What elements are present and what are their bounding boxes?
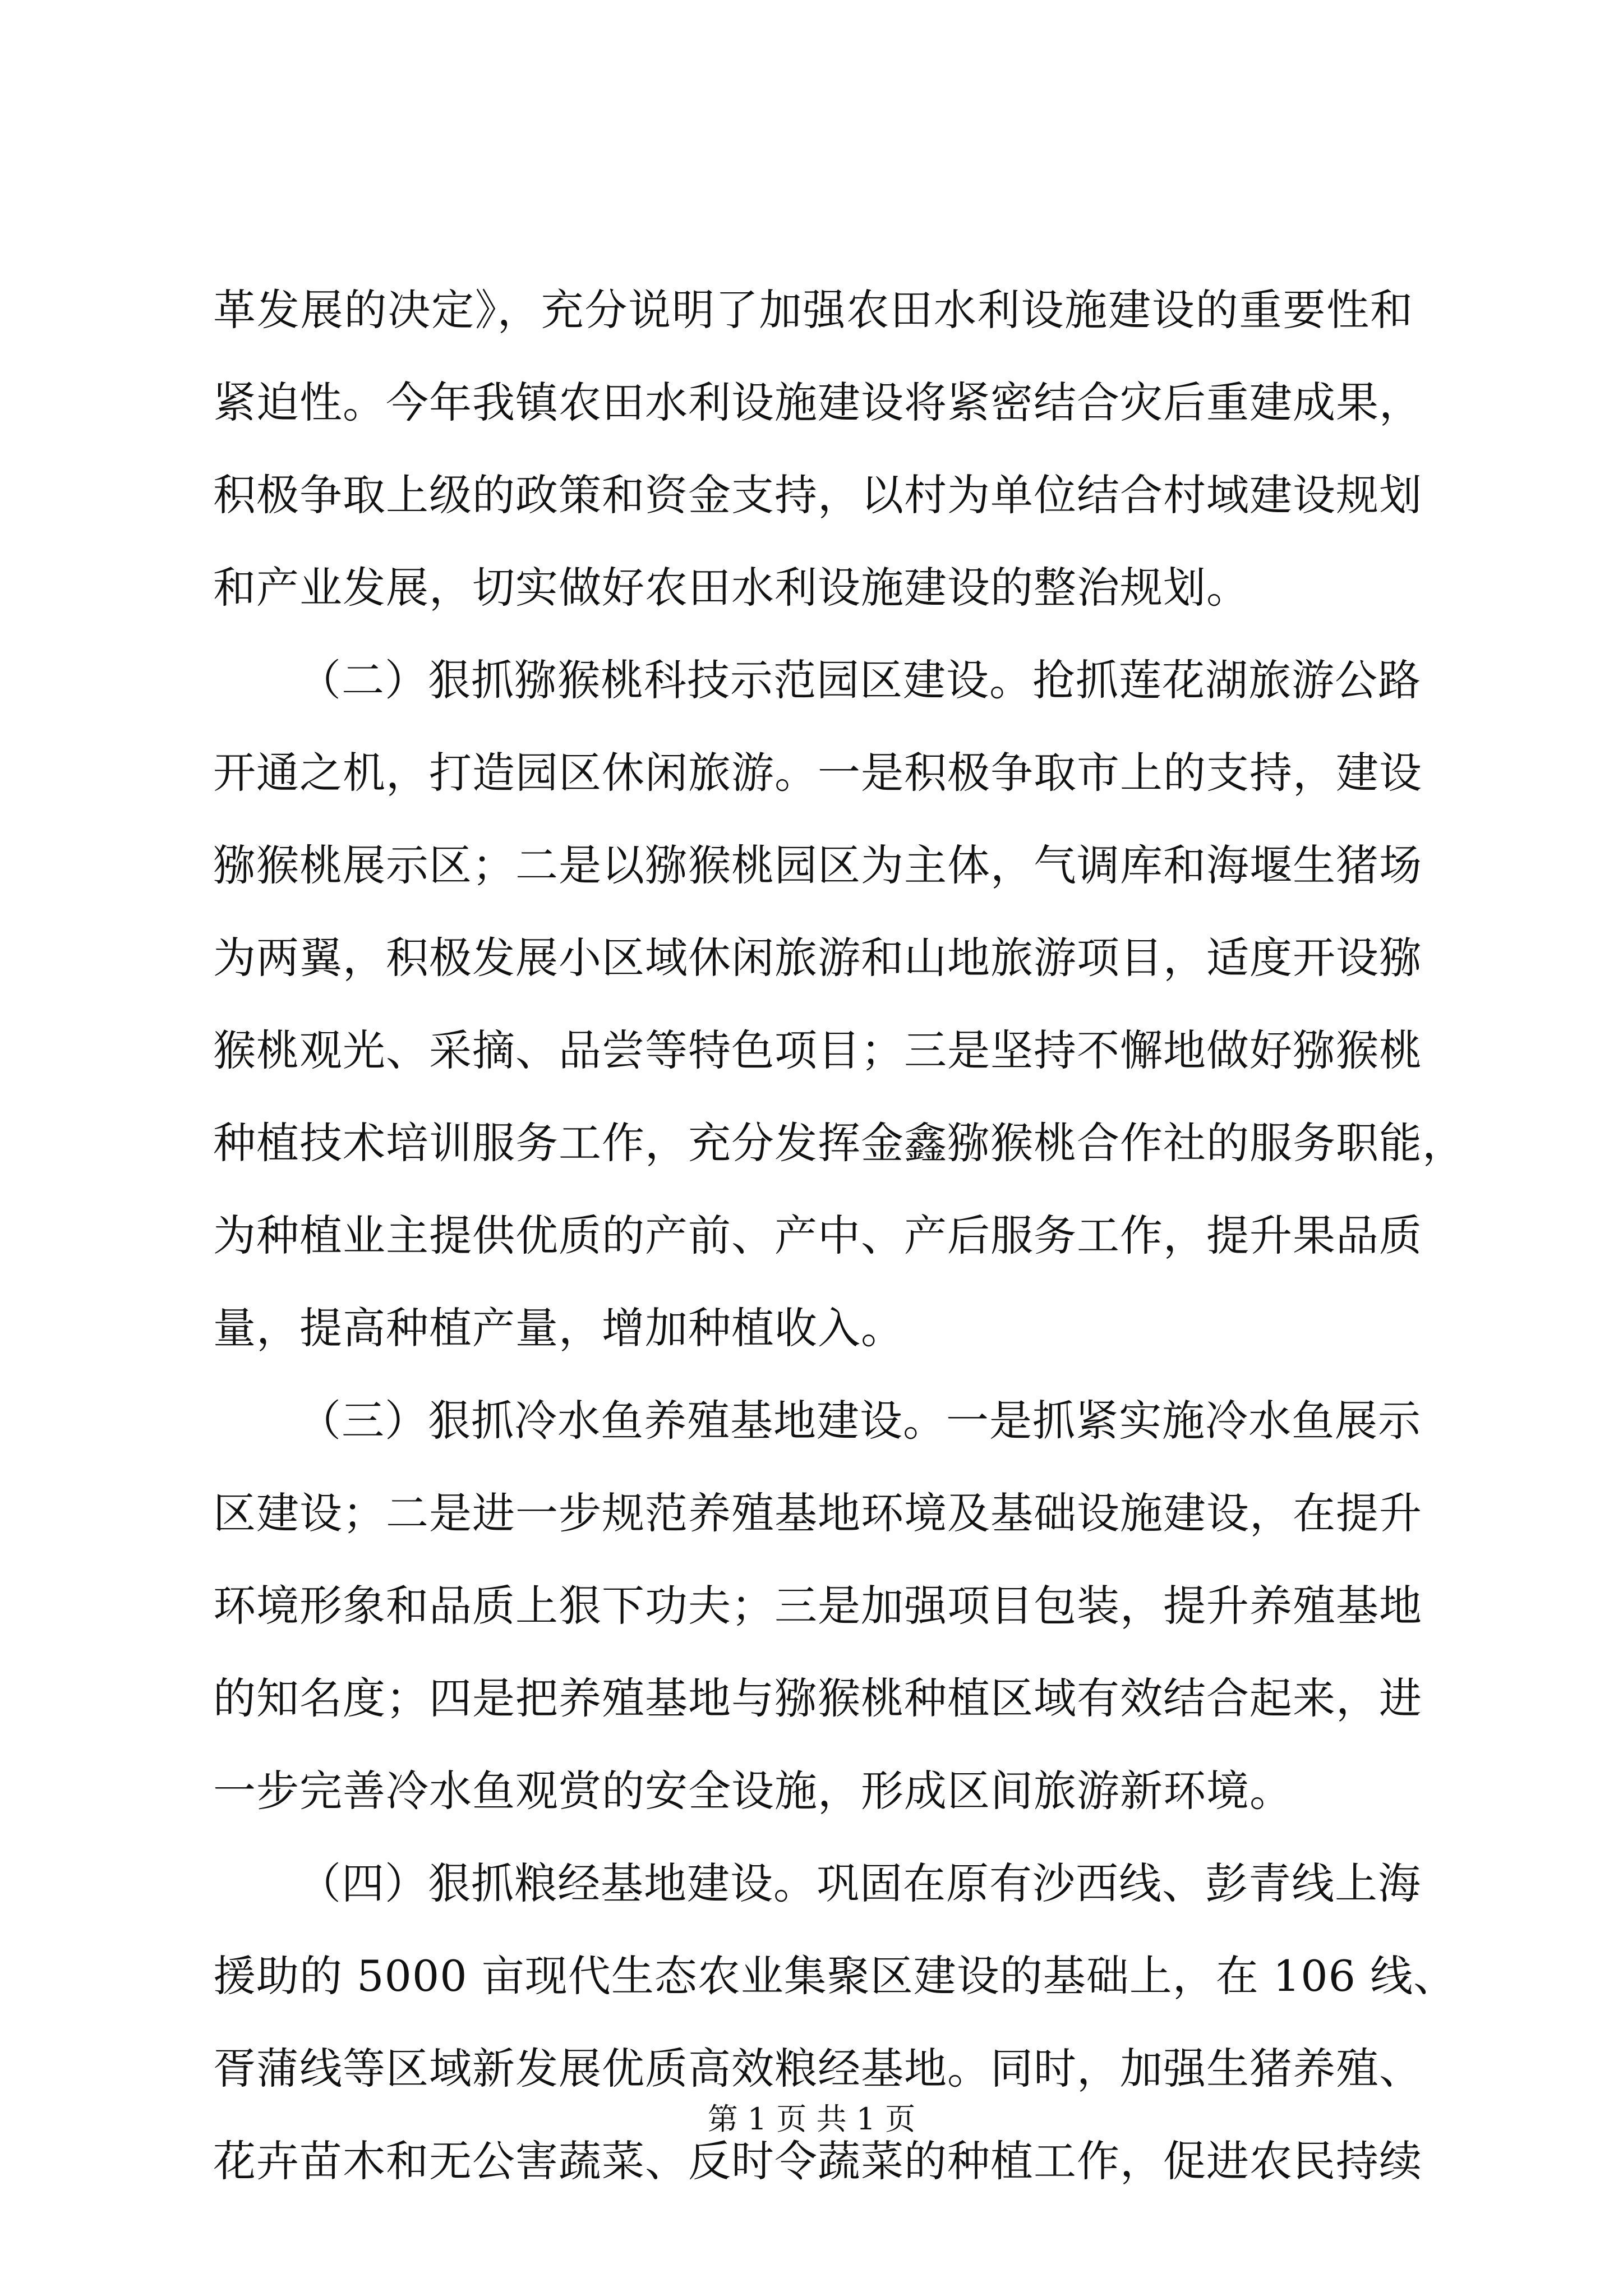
text-line-5: （二）狠抓猕猴桃科技示范园区建设。抢抓莲花湖旅游公路 <box>298 655 1421 705</box>
text-line-20: 胥蒲线等区域新发展优质高效粮经基地。同时，加强生猪养殖、 <box>213 2044 1422 2093</box>
text-line-2: 紧迫性。今年我镇农田水利设施建设将紧密结合灾后重建成果， <box>213 378 1422 427</box>
text-line-8: 为两翼，积极发展小区域休闲旅游和山地旅游项目，适度开设猕 <box>213 933 1422 983</box>
text-line-9: 猴桃观光、采摘、品尝等特色项目；三是坚持不懈地做好猕猴桃 <box>213 1025 1422 1075</box>
text-line-17: 一步完善冷水鱼观赏的安全设施，形成区间旅游新环境。 <box>213 1766 1293 1816</box>
text-line-13: （三）狠抓冷水鱼养殖基地建设。一是抓紧实施冷水鱼展示 <box>298 1396 1421 1446</box>
text-line-4: 和产业发展，切实做好农田水利设施建设的整治规划。 <box>213 563 1249 613</box>
text-line-3: 积极争取上级的政策和资金支持，以村为单位结合村域建设规划 <box>213 470 1422 520</box>
text-line-16: 的知名度；四是把养殖基地与猕猴桃种植区域有效结合起来，进 <box>213 1673 1422 1723</box>
text-line-18: （四）狠抓粮经基地建设。巩固在原有沙西线、彭青线上海 <box>298 1858 1421 1908</box>
text-line-7: 猕猴桃展示区；二是以猕猴桃园区为主体，气调库和海堰生猪场 <box>213 840 1422 890</box>
text-line-10: 种植技术培训服务工作，充分发挥金鑫猕猴桃合作社的服务职能， <box>213 1118 1465 1168</box>
page-number-label: 第 1 页 共 1 页 <box>707 2101 916 2137</box>
text-line-15: 环境形象和品质上狠下功夫；三是加强项目包装，提升养殖基地 <box>213 1581 1422 1631</box>
text-line-14: 区建设；二是进一步规范养殖基地环境及基础设施建设，在提升 <box>213 1488 1422 1538</box>
document-body <box>213 264 1465 2207</box>
text-line-6: 开通之机，打造园区休闲旅游。一是积极争取市上的支持，建设 <box>213 748 1422 798</box>
text-line-21: 花卉苗木和无公害蔬菜、反时令蔬菜的种植工作，促进农民持续 <box>213 2136 1422 2186</box>
text-line-19: 援助的 5000 亩现代生态农业集聚区建设的基础上，在 106 线、 <box>213 1951 1457 2001</box>
page-footer <box>0 2095 1623 2138</box>
text-line-12: 量，提高种植产量，增加种植收入。 <box>213 1303 904 1353</box>
text-line-11: 为种植业主提供优质的产前、产中、产后服务工作，提升果品质 <box>213 1211 1422 1260</box>
text-line-1: 革发展的决定》，充分说明了加强农田水利设施建设的重要性和 <box>213 285 1413 335</box>
